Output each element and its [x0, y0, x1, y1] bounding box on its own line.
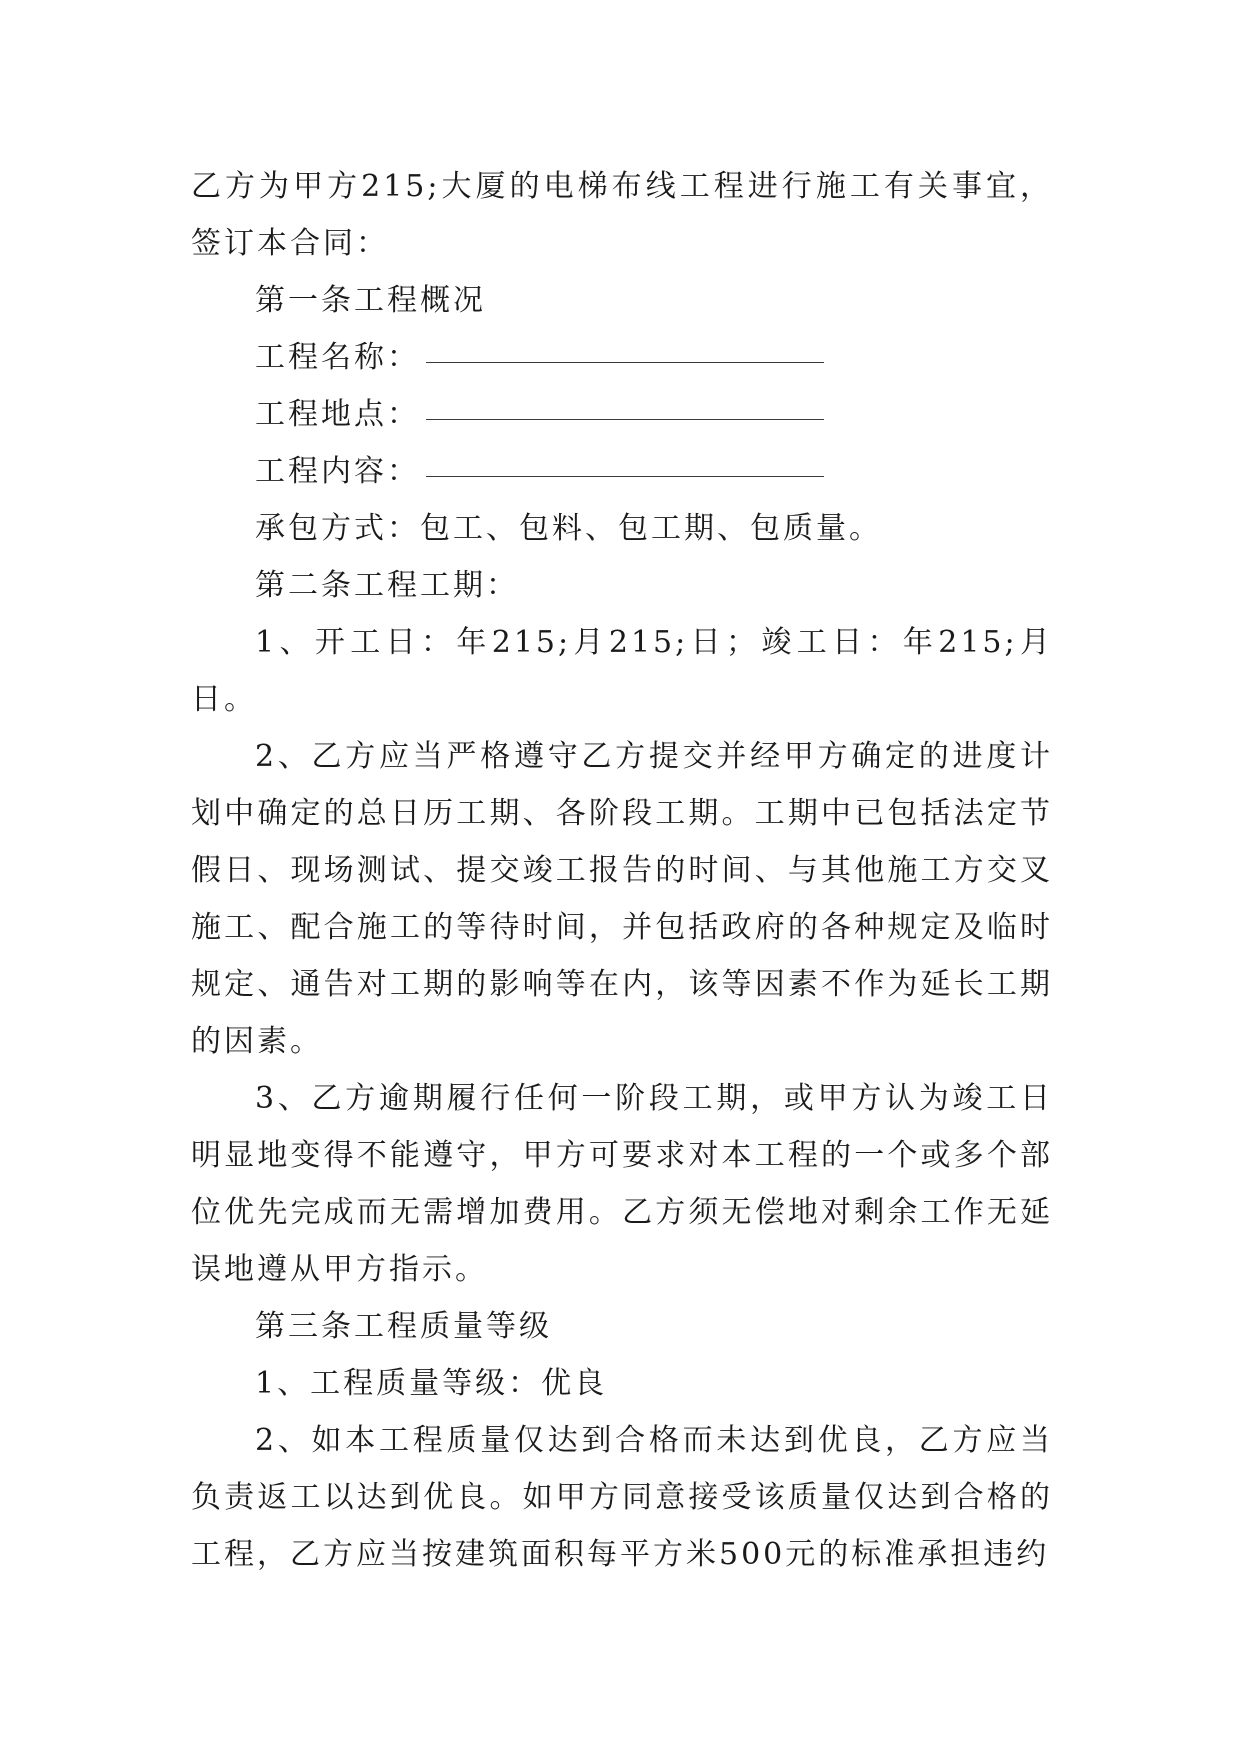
project-location-blank [426, 389, 824, 420]
article-2-item-2: 2、乙方应当严格遵守乙方提交并经甲方确定的进度计划中确定的总日历工期、各阶段工期。工期中已包括法定节假日、现场测试、提交竣工报告的时间、与其他施工方交叉施工、配合施工的等待时间，并包括政府的各种规定及临时规定、通告对工期的影响等在内，该等因素不作为延长工期的因素。 [191, 739, 1053, 1059]
document-body [191, 158, 1053, 1583]
project-location-field [191, 386, 1053, 443]
project-content-blank [426, 446, 824, 477]
project-location-label: 工程地点： [255, 397, 420, 432]
article-1-heading: 第一条工程概况 [255, 283, 486, 318]
article-2-item-1: 1、开工日：年215;月215;日；竣工日：年215;月日。 [191, 625, 1053, 717]
project-name-label: 工程名称： [255, 340, 420, 375]
article-3-item-2: 2、如本工程质量仅达到合格而未达到优良，乙方应当负责返工以达到优良。如甲方同意接受该质量仅达到合格的工程，乙方应当按建筑面积每平方米500元的标准承担违约 [191, 1423, 1053, 1572]
project-content-field [191, 443, 1053, 500]
contract-method: 承包方式：包工、包料、包工期、包质量。 [255, 511, 882, 546]
article-3-item-1: 1、工程质量等级：优良 [255, 1366, 608, 1401]
project-name-blank [426, 332, 824, 363]
intro-paragraph: 乙方为甲方215;大厦的电梯布线工程进行施工有关事宜，签订本合同： [191, 169, 1053, 261]
project-content-label: 工程内容： [255, 454, 420, 489]
project-name-field [191, 329, 1053, 386]
article-3-heading: 第三条工程质量等级 [255, 1309, 552, 1344]
article-2-item-3: 3、乙方逾期履行任何一阶段工期，或甲方认为竣工日明显地变得不能遵守，甲方可要求对本工程的一个或多个部位优先完成而无需增加费用。乙方须无偿地对剩余工作无延误地遵从甲方指示。 [191, 1081, 1053, 1287]
article-2-heading: 第二条工程工期： [255, 568, 519, 603]
